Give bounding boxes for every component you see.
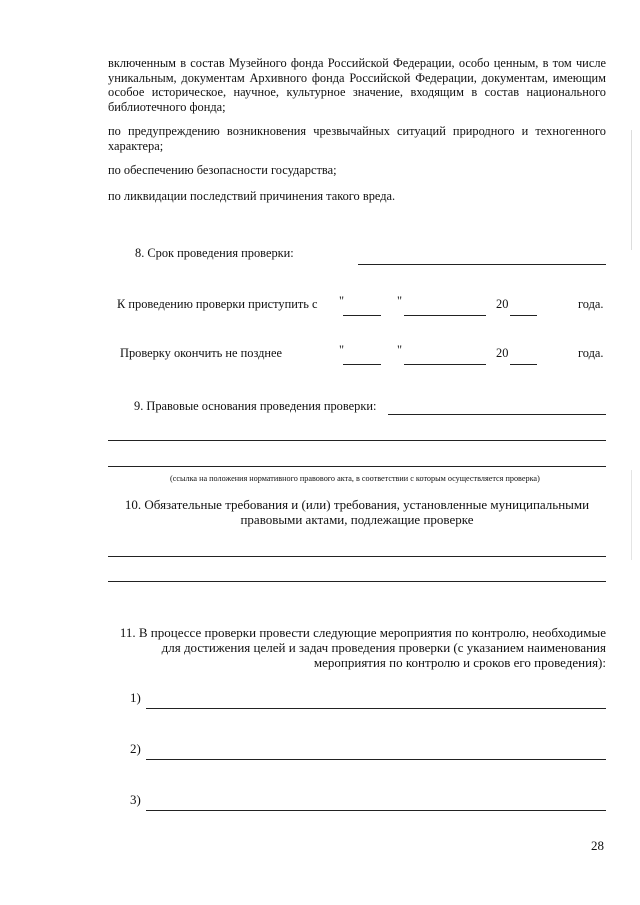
intro-paragraph-2: по предупреждению возникновения чрезвычайных ситуаций природного и техногенного характера; — [108, 124, 606, 153]
scan-edge-mark — [631, 130, 632, 250]
section-8-end-label: Проверку окончить не позднее — [120, 346, 283, 360]
scan-edge-mark — [631, 470, 632, 560]
section-9-line-1[interactable] — [388, 414, 606, 415]
start-year-line[interactable] — [510, 315, 537, 316]
section-11-title-line-1: 11. В процессе проверки провести следующие мероприятия по контролю, необходимые — [119, 625, 606, 640]
start-day-line[interactable] — [343, 315, 381, 316]
section-11-item-1-label: 1) — [130, 690, 141, 705]
end-quote-close: " — [397, 343, 403, 357]
section-9-note: (ссылка на положения нормативного правового акта, в соответствии с которым осуществляется проверка) — [170, 474, 540, 483]
end-quote-open: " — [339, 343, 345, 357]
end-day-line[interactable] — [343, 364, 381, 365]
section-10-line-1[interactable] — [108, 556, 606, 557]
intro-paragraph-3: по обеспечению безопасности государства; — [108, 163, 337, 177]
section-11-title-line-3: мероприятия по контролю и сроков его проведения): — [313, 655, 606, 670]
end-year-line[interactable] — [510, 364, 537, 365]
start-year-prefix: 20 — [496, 297, 509, 311]
end-year-suffix: года. — [578, 346, 604, 360]
start-quote-open: " — [339, 294, 345, 308]
page-number: 28 — [591, 838, 604, 853]
section-11-title-line-2: для достижения целей и задач проведения проверки (с указанием наименования — [161, 640, 606, 655]
section-11-item-3-label: 3) — [130, 792, 141, 807]
section-9-title: 9. Правовые основания проведения проверки: — [134, 399, 377, 413]
section-11-item-3-line[interactable] — [146, 810, 606, 811]
section-8-title: 8. Срок проведения проверки: — [135, 246, 294, 260]
section-11-item-2-line[interactable] — [146, 759, 606, 760]
end-year-prefix: 20 — [496, 346, 509, 360]
section-11-item-1-line[interactable] — [146, 708, 606, 709]
intro-paragraph-4: по ликвидации последствий причинения такого вреда. — [108, 189, 396, 203]
section-8-start-label: К проведению проверки приступить с — [117, 297, 318, 311]
intro-paragraph-1: включенным в состав Музейного фонда Российской Федерации, особо ценным, в том числе уникальным, документам Архивного фонда Российской Федерации, документам, имеющим особое историческое, научное, культурное значение, входящим в состав национального библиотечного фонда; — [108, 56, 606, 114]
section-9-line-2[interactable] — [108, 440, 606, 441]
section-10-title-line-1: 10. Обязательные требования и (или) требования, установленные муниципальными — [124, 497, 590, 512]
section-9-line-3[interactable] — [108, 466, 606, 467]
section-10-line-2[interactable] — [108, 581, 606, 582]
section-8-duration-line[interactable] — [358, 264, 606, 265]
start-quote-close: " — [397, 294, 403, 308]
start-month-line[interactable] — [404, 315, 486, 316]
section-11-item-2-label: 2) — [130, 741, 141, 756]
end-month-line[interactable] — [404, 364, 486, 365]
start-year-suffix: года. — [578, 297, 604, 311]
section-10-title-line-2: правовыми актами, подлежащие проверке — [240, 512, 474, 527]
